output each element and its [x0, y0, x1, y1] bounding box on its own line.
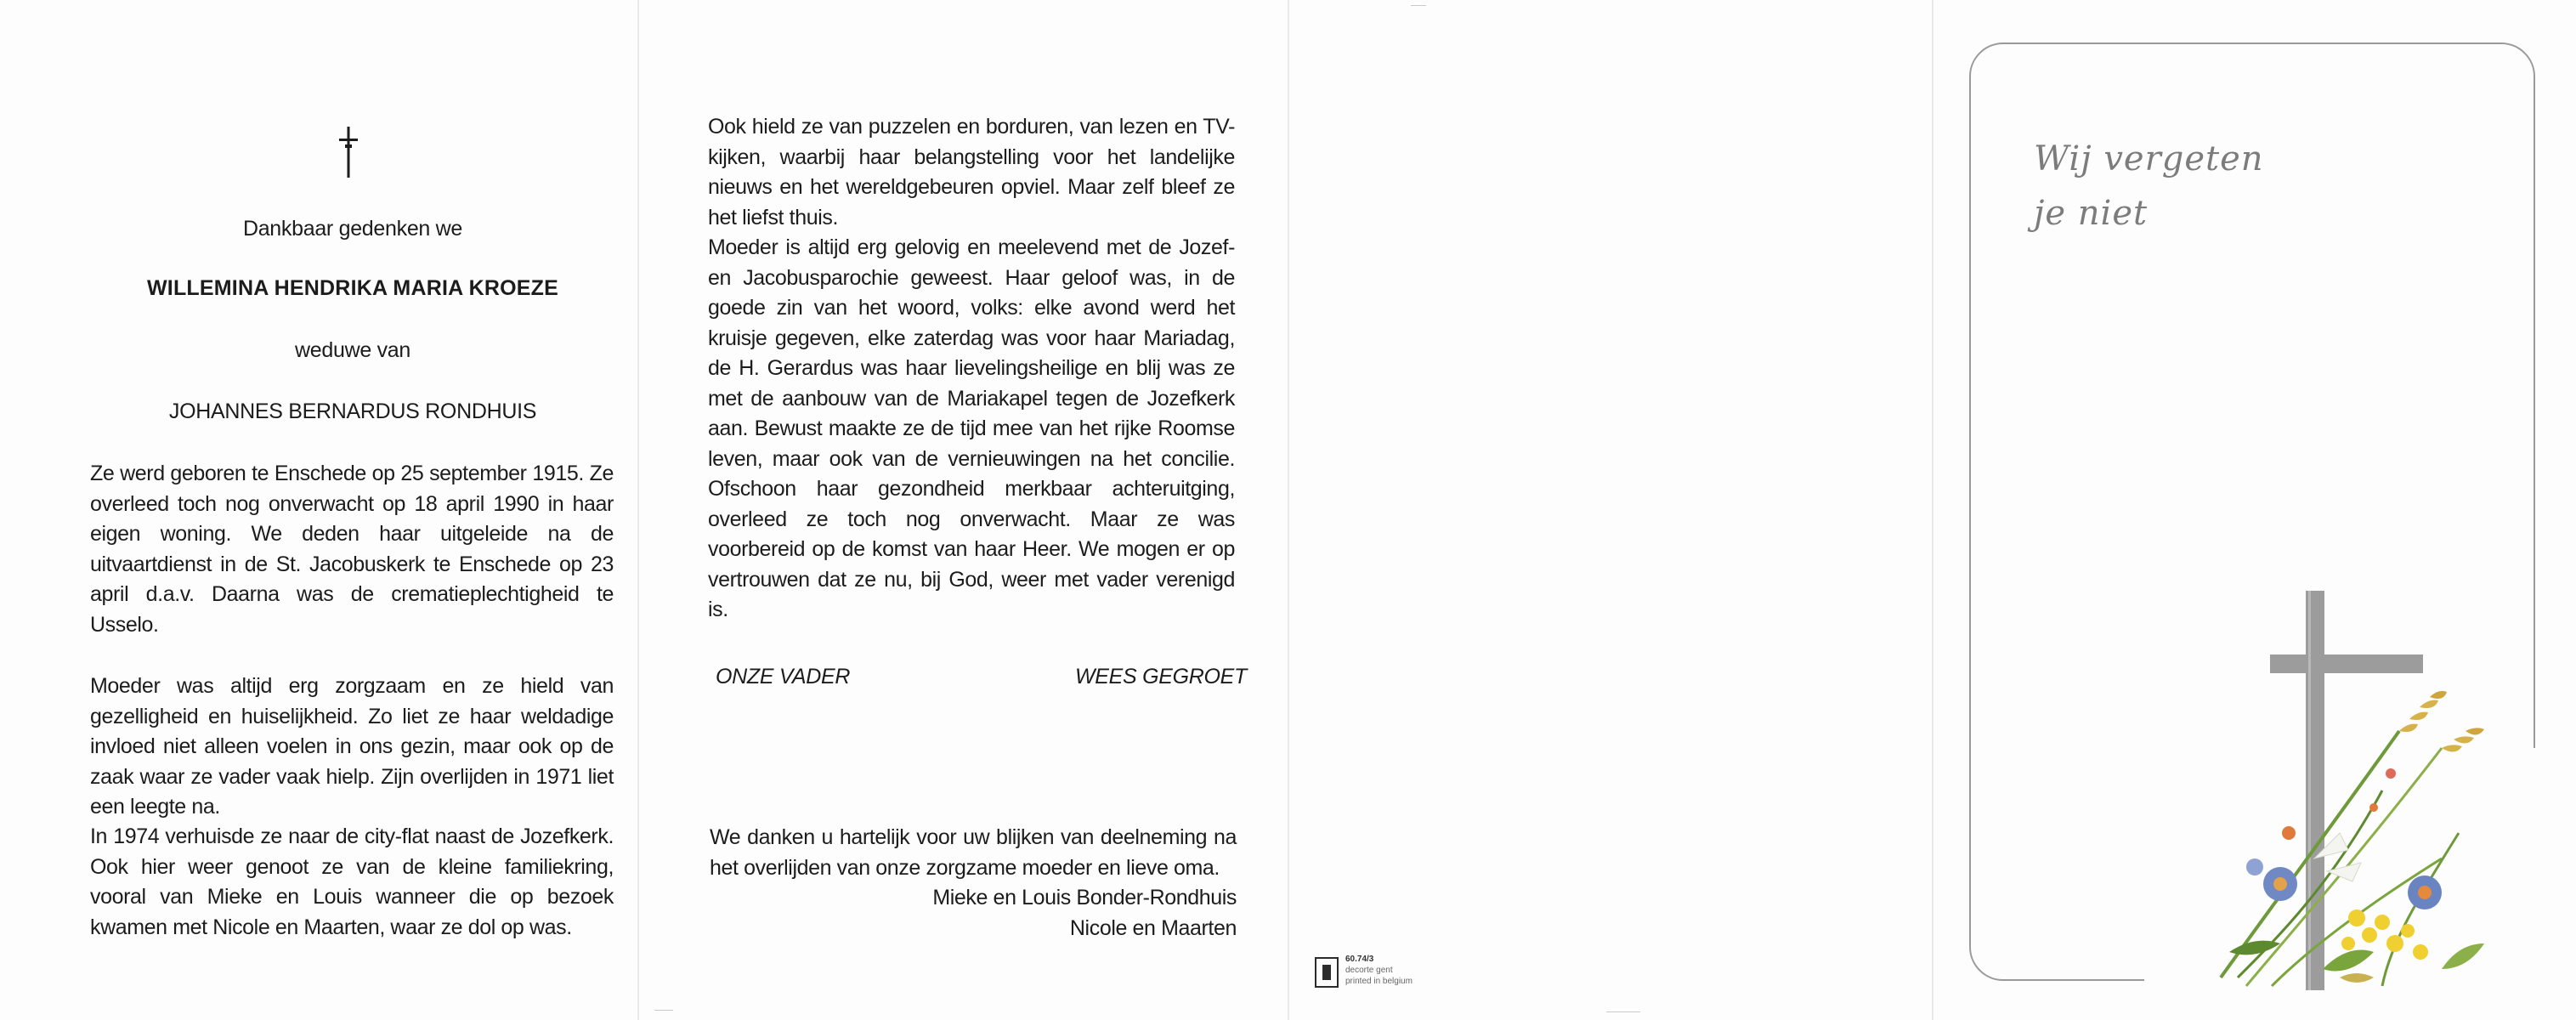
bio-paragraph: [708, 112, 1235, 233]
publisher-logo-icon: [1315, 957, 1339, 988]
cover-script: [2034, 132, 2264, 241]
panel-cover: [1932, 0, 2576, 1020]
publisher-mark: [1315, 954, 1451, 991]
panel-obituary: [0, 0, 637, 1020]
bio-text: Ze werd geboren te Enschede op 25 september 1915. Ze overleed toch nog onverwacht op 18 april 1990 in haar eigen woning. We deden haar uitgeleide na de uitvaartdienst in de St. Jacobuskerk te Enschede op 23 april d.a.v. Daarna was de crematieplechtigheid te Usselo.: [90, 462, 614, 637]
cross-icon: [331, 123, 365, 183]
bio-text: In 1974 verhuisde ze naar de city-flat naast de Jozefkerk. Ook hier weer genoot ze van de kleine familiekring, vooral van Mieke en Louis wanneer die op bezoek kwamen met Nicole en Maarten, waar ze dol op was.: [90, 824, 614, 939]
heading: Dankbaar gedenken we: [242, 217, 463, 241]
bio-paragraph: [90, 822, 614, 943]
bio-paragraph: [90, 672, 614, 823]
panel-biography: [637, 0, 1288, 1020]
cross-horizontal: [2270, 654, 2423, 673]
bio-paragraph: [90, 459, 614, 640]
prayer-left: ONZE VADER: [716, 665, 851, 688]
prayer-right: WEES GEGROET: [1075, 665, 1247, 688]
publisher-origin: printed in belgium: [1345, 977, 1413, 986]
thanks-text: We danken u hartelijk voor uw blijken van deelneming na het overlijden van onze zorgzame moeder en lieve oma.: [710, 825, 1237, 880]
publisher-text: [1345, 954, 1413, 987]
script-line: Wij vergeten: [2034, 139, 2264, 178]
scan-speck: [1411, 5, 1426, 6]
cross-flowers-illustration: [2187, 578, 2552, 1003]
bio-text: Moeder is altijd erg gelovig en meelevend met de Jozef- en Jacobusparochie geweest. Haar geloof was, in de goede zin van het woord, volks: elke avond werd het kruisje gegeven, elke zaterdag was voor haar Mariadag, de H. Gerardus was haar lievelingsheilige en blij was ze met de aanbouw van de Mariakapel tegen de Jozefkerk aan. Bewust maakte ze de tijd mee van het rijke Roomse leven, maar ook van de vernieuwingen na het concilie. Ofschoon haar gezondheid merkbaar achteruitging, overleed ze toch nog onverwacht. Maar ze was voorbereid op de komst van haar Heer. We mogen er op vertrouwen dat ze nu, bij God, weer met vader verenigd is.: [708, 235, 1235, 621]
deceased-name: WILLEMINA HENDRIKA MARIA KROEZE: [147, 276, 558, 300]
publisher-name: decorte gent: [1345, 966, 1393, 975]
signature-line: Nicole en Maarten: [1069, 915, 1237, 940]
publisher-code: 60.74/3: [1345, 955, 1374, 964]
script-line: je niet: [2034, 194, 2149, 233]
relation: weduwe van: [295, 338, 410, 362]
scan-speck: [654, 1010, 673, 1011]
signature-line: Mieke en Louis Bonder-Rondhuis: [932, 886, 1237, 910]
bio-text: Moeder was altijd erg zorgzaam en ze hield van gezelligheid en huiselijkheid. Zo liet ze haar weldadige invloed niet alleen voelen in ons gezin, maar ook op de zaak waar ze vader vaak hielp. Zijn overlijden in 1971 liet een leegte na.: [90, 674, 614, 819]
panel-blank: [1288, 0, 1932, 1020]
bio-text: Ook hield ze van puzzelen en borduren, van lezen en TV-kijken, waarbij haar belangstelling voor het landelijke nieuws en het wereldgebeuren opviel. Maar zelf bleef ze het liefst thuis.: [708, 115, 1235, 230]
spouse-name: JOHANNES BERNARDUS RONDHUIS: [168, 400, 537, 423]
bio-paragraph: [708, 233, 1235, 626]
thanks-block: [710, 823, 1237, 944]
